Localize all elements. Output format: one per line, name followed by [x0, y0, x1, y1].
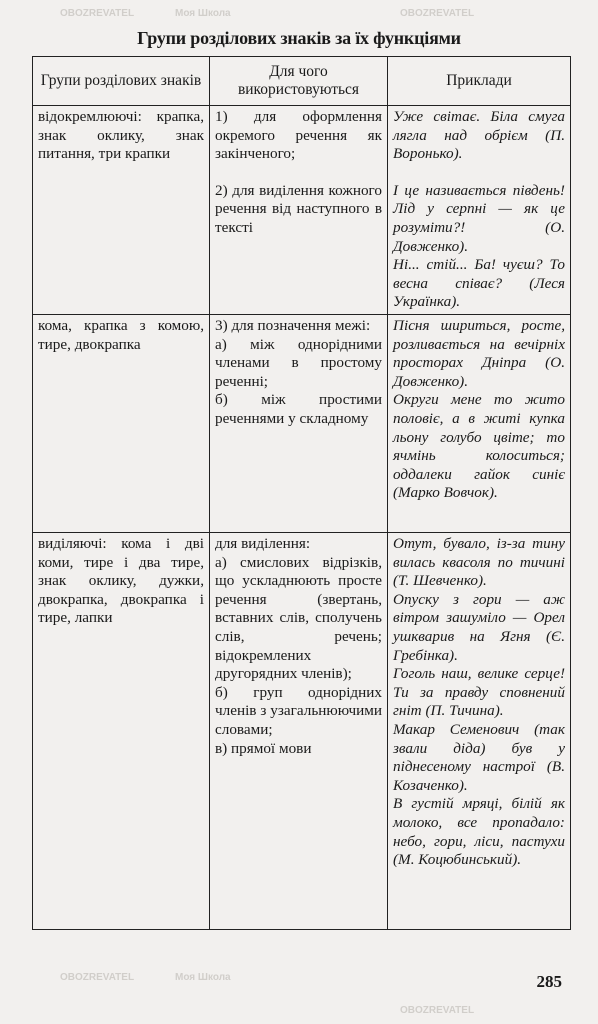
watermark: Моя Школа: [175, 972, 231, 983]
column-header-examples: Приклади: [388, 57, 571, 106]
watermark: Моя Школа: [175, 8, 231, 19]
usage-cell: [210, 315, 388, 533]
example-text: Ні... стій... Ба! чуєш? То весна співає? (Леся Українка).: [393, 256, 565, 311]
example-text: Округи мене то жито половіє, а в житі купка льону голубо цвіте; то ячмінь колоситься; оддалеки гайок синіє (Марко Вовчок).: [393, 391, 565, 502]
watermark: OBOZREVATEL: [400, 1005, 475, 1016]
group-cell: [33, 533, 210, 930]
usage-text: для виділення:: [215, 535, 311, 552]
table-row: [33, 315, 571, 533]
example-text: Макар Семенович (так звали діда) був у піднесеному настрої (В. Козаченко).: [393, 720, 565, 794]
example-text: І це називається південь! Лід у серпні — як це розуміти?! (О. Довженко).: [393, 181, 565, 255]
usage-text: б) груп однорідних членів з узагальнюючими словами;: [215, 683, 382, 738]
example-text: В густій мряці, білій як молоко, все пропадало: небо, гори, ліси, пастухи (М. Коцюбинський).: [393, 795, 565, 869]
examples-cell: [388, 533, 571, 930]
example-text: Пісня шириться, росте, розливається на вечірніх просторах Дніпра (О. Довженко).: [393, 317, 565, 390]
usage-text: 2) для виділення кожного речення від наступного в тексті: [215, 181, 382, 236]
page-number: 285: [536, 972, 562, 991]
examples-cell: [388, 315, 571, 533]
examples-cell: [388, 106, 571, 315]
watermark: OBOZREVATEL: [60, 8, 135, 19]
example-text: Уже світає. Біла смуга лягла над обрієм (П. Воронько).: [393, 108, 565, 163]
punctuation-table: [32, 56, 571, 930]
column-header-groups: Групи розділових знаків: [33, 57, 210, 106]
usage-text: а) смислових відрізків, що ускладнюють просте речення (звертань, вставних слів, сполучень слів, речень; відокремлених другорядних членів);: [215, 553, 382, 683]
table-row: [33, 106, 571, 315]
example-text: Опуску з гори — аж вітром зашуміло — Орел ушкварив на Ягня (Є. Гребінка).: [393, 590, 565, 664]
group-text: виділяючі: кома і дві коми, тире і два тире, знак оклику, дужки, двокрапка, двокрапка і тире, лапки: [38, 535, 204, 627]
example-text: Гоголь наш, велике серце! Ти за правду сповнений гніт (П. Тичина).: [393, 665, 565, 720]
column-header-usage: Для чого використовуються: [210, 57, 388, 106]
group-text: кома, крапка з комою, тире, двокрапка: [38, 317, 204, 353]
usage-text: а) між однорідними членами в простому реченні;: [215, 335, 382, 390]
table-header-row: [33, 57, 571, 106]
usage-text: 1) для оформлення окремого речення як закінченого;: [215, 108, 382, 163]
usage-text: в) прямої мови: [215, 739, 312, 757]
usage-text: 3) для позначення межі:: [215, 317, 371, 334]
usage-text: б) між простими реченнями у складному: [215, 391, 382, 427]
watermark: OBOZREVATEL: [400, 8, 475, 19]
group-cell: [33, 106, 210, 315]
usage-cell: [210, 533, 388, 930]
group-cell: [33, 315, 210, 533]
usage-cell: [210, 106, 388, 315]
table-row: [33, 533, 571, 930]
group-text: відокремлюючі: крапка, знак оклику, знак питання, три крапки: [38, 108, 204, 163]
page-title: Групи розділових знаків за їх функціями: [137, 28, 461, 48]
watermark: OBOZREVATEL: [60, 972, 135, 983]
example-text: Отут, бувало, із-за тину вилась квасоля по тичині (Т. Шевченко).: [393, 535, 565, 590]
